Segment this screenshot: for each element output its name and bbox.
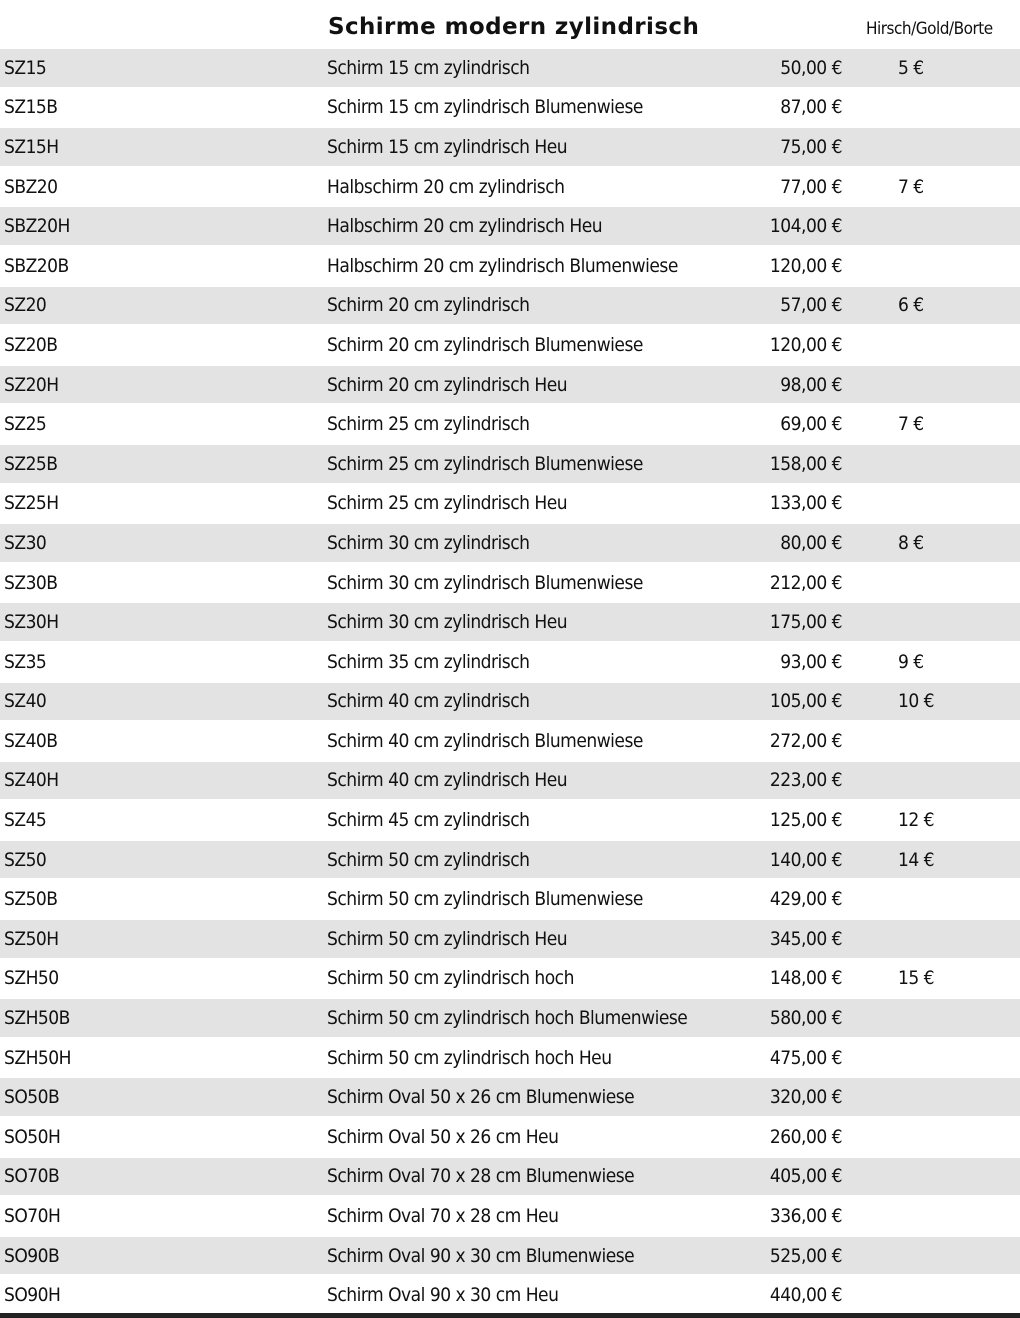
table-row [0, 167, 1020, 207]
table-row [0, 919, 1020, 959]
product-code: SO70B [4, 1165, 60, 1188]
product-price: 93,00 € [780, 650, 842, 673]
product-code: SO50H [4, 1125, 61, 1148]
product-code: SZ35 [4, 650, 47, 673]
product-description: Schirm 20 cm zylindrisch [327, 294, 530, 317]
product-price: 140,00 € [769, 848, 842, 871]
surcharge-price: 10 € [898, 690, 935, 713]
product-description: Halbschirm 20 cm zylindrisch Heu [327, 215, 603, 238]
table-row [0, 642, 1020, 682]
table-row [0, 246, 1020, 286]
product-price: 525,00 € [769, 1244, 842, 1267]
table-row [0, 1038, 1020, 1078]
table-row [0, 1157, 1020, 1197]
table-row [0, 1196, 1020, 1236]
product-price: 212,00 € [769, 571, 842, 594]
table-row [0, 840, 1020, 880]
product-price: 223,00 € [769, 769, 842, 792]
product-code: SO90H [4, 1284, 61, 1307]
product-price: 57,00 € [780, 294, 842, 317]
product-price: 98,00 € [780, 373, 842, 396]
product-price: 320,00 € [769, 1086, 842, 1109]
product-code: SZ50 [4, 848, 47, 871]
product-description: Schirm 50 cm zylindrisch hoch Heu [327, 1046, 612, 1069]
table-row [0, 761, 1020, 801]
product-code: SZ40H [4, 769, 59, 792]
table-row [0, 484, 1020, 524]
product-code: SBZ20H [4, 215, 70, 238]
table-row [0, 523, 1020, 563]
product-code: SBZ20 [4, 175, 58, 198]
product-price: 69,00 € [780, 413, 842, 436]
product-price: 87,00 € [780, 96, 842, 119]
product-description: Schirm 35 cm zylindrisch [327, 650, 530, 673]
product-price: 77,00 € [780, 175, 842, 198]
table-row [0, 127, 1020, 167]
surcharge-price: 7 € [898, 413, 924, 436]
surcharge-price: 15 € [898, 967, 935, 990]
product-price: 175,00 € [769, 611, 842, 634]
product-description: Schirm 20 cm zylindrisch Blumenwiese [327, 333, 643, 356]
product-description: Schirm 30 cm zylindrisch [327, 531, 530, 554]
product-description: Schirm 30 cm zylindrisch Blumenwiese [327, 571, 643, 594]
product-description: Schirm 50 cm zylindrisch hoch Blumenwiese [327, 1007, 688, 1030]
product-description: Schirm 40 cm zylindrisch [327, 690, 530, 713]
product-description: Schirm 45 cm zylindrisch [327, 809, 530, 832]
product-code: SZH50 [4, 967, 59, 990]
product-price: 405,00 € [769, 1165, 842, 1188]
product-description: Halbschirm 20 cm zylindrisch [327, 175, 565, 198]
surcharge-price: 5 € [898, 56, 924, 79]
surcharge-price: 14 € [898, 848, 935, 871]
product-code: SO70H [4, 1205, 61, 1228]
table-row [0, 800, 1020, 840]
surcharge-price: 9 € [898, 650, 924, 673]
product-description: Schirm 15 cm zylindrisch [327, 56, 530, 79]
product-code: SBZ20B [4, 254, 69, 277]
product-price: 120,00 € [769, 254, 842, 277]
product-description: Schirm 50 cm zylindrisch [327, 848, 530, 871]
product-description: Schirm Oval 90 x 30 cm Heu [327, 1284, 559, 1307]
product-code: SZ45 [4, 809, 47, 832]
surcharge-price: 7 € [898, 175, 924, 198]
product-code: SZ15B [4, 96, 58, 119]
product-code: SZ20H [4, 373, 59, 396]
product-code: SO50B [4, 1086, 60, 1109]
table-row [0, 998, 1020, 1038]
product-description: Schirm Oval 50 x 26 cm Blumenwiese [327, 1086, 635, 1109]
table-row [0, 286, 1020, 326]
product-code: SZ15 [4, 56, 47, 79]
product-price: 475,00 € [769, 1046, 842, 1069]
product-price: 133,00 € [769, 492, 842, 515]
product-price: 260,00 € [769, 1125, 842, 1148]
product-code: SZ30H [4, 611, 59, 634]
product-code: SZ50H [4, 927, 59, 950]
product-price: 580,00 € [769, 1007, 842, 1030]
table-row [0, 48, 1020, 88]
product-code: SZH50B [4, 1007, 70, 1030]
page-title: Schirme modern zylindrisch [328, 14, 700, 40]
product-description: Schirm Oval 70 x 28 cm Heu [327, 1205, 559, 1228]
product-description: Schirm 50 cm zylindrisch Blumenwiese [327, 888, 643, 911]
table-row [0, 879, 1020, 919]
product-price: 336,00 € [769, 1205, 842, 1228]
product-price: 80,00 € [780, 531, 842, 554]
product-description: Schirm Oval 50 x 26 cm Heu [327, 1125, 559, 1148]
table-row [0, 365, 1020, 405]
product-description: Schirm 25 cm zylindrisch Heu [327, 492, 568, 515]
surcharge-price: 6 € [898, 294, 924, 317]
product-description: Schirm Oval 90 x 30 cm Blumenwiese [327, 1244, 635, 1267]
surcharge-price: 8 € [898, 531, 924, 554]
price-list-header [0, 0, 1020, 48]
product-description: Schirm 20 cm zylindrisch Heu [327, 373, 568, 396]
product-code: SZ40B [4, 729, 58, 752]
product-description: Schirm 40 cm zylindrisch Blumenwiese [327, 729, 643, 752]
product-code: SZ25 [4, 413, 47, 436]
product-description: Schirm 50 cm zylindrisch hoch [327, 967, 574, 990]
table-row [0, 1077, 1020, 1117]
product-code: SZ20 [4, 294, 47, 317]
product-description: Schirm Oval 70 x 28 cm Blumenwiese [327, 1165, 635, 1188]
table-row [0, 206, 1020, 246]
product-price: 75,00 € [780, 135, 842, 158]
table-row [0, 88, 1020, 128]
surcharge-price: 12 € [898, 809, 935, 832]
product-description: Schirm 40 cm zylindrisch Heu [327, 769, 568, 792]
price-table [0, 48, 1020, 1315]
table-row [0, 602, 1020, 642]
product-price: 125,00 € [769, 809, 842, 832]
product-code: SZ40 [4, 690, 47, 713]
product-price: 440,00 € [769, 1284, 842, 1307]
product-code: SZ25H [4, 492, 59, 515]
table-row [0, 682, 1020, 722]
product-code: SZ30B [4, 571, 58, 594]
product-description: Schirm 15 cm zylindrisch Heu [327, 135, 568, 158]
product-price: 105,00 € [769, 690, 842, 713]
product-code: SZ50B [4, 888, 58, 911]
product-price: 158,00 € [769, 452, 842, 475]
table-row [0, 325, 1020, 365]
table-row [0, 404, 1020, 444]
product-description: Schirm 25 cm zylindrisch [327, 413, 530, 436]
product-code: SO90B [4, 1244, 60, 1267]
product-code: SZ25B [4, 452, 58, 475]
table-row [0, 959, 1020, 999]
product-code: SZ30 [4, 531, 47, 554]
product-code: SZH50H [4, 1046, 72, 1069]
bottom-divider [0, 1313, 1020, 1318]
product-price: 50,00 € [780, 56, 842, 79]
surcharge-column-header: Hirsch/Gold/Borte [866, 19, 993, 39]
table-row [0, 444, 1020, 484]
product-price: 120,00 € [769, 333, 842, 356]
table-row [0, 1236, 1020, 1276]
product-price: 272,00 € [769, 729, 842, 752]
product-code: SZ15H [4, 135, 59, 158]
product-price: 429,00 € [769, 888, 842, 911]
product-price: 345,00 € [769, 927, 842, 950]
table-row [0, 1275, 1020, 1315]
product-description: Schirm 50 cm zylindrisch Heu [327, 927, 568, 950]
product-description: Halbschirm 20 cm zylindrisch Blumenwiese [327, 254, 678, 277]
table-row [0, 563, 1020, 603]
product-description: Schirm 15 cm zylindrisch Blumenwiese [327, 96, 643, 119]
product-price: 148,00 € [769, 967, 842, 990]
product-description: Schirm 25 cm zylindrisch Blumenwiese [327, 452, 643, 475]
table-row [0, 1117, 1020, 1157]
product-price: 104,00 € [769, 215, 842, 238]
product-code: SZ20B [4, 333, 58, 356]
table-row [0, 721, 1020, 761]
product-description: Schirm 30 cm zylindrisch Heu [327, 611, 568, 634]
